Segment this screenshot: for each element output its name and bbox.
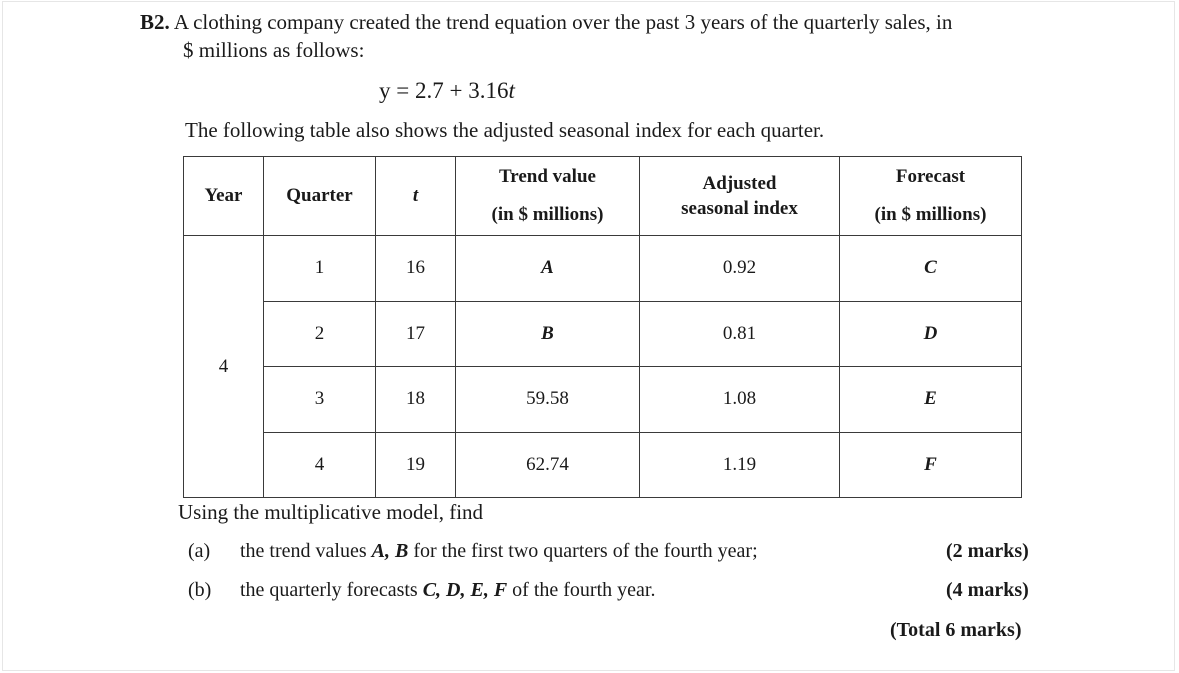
header-trend-top: Trend value — [499, 166, 596, 187]
index-cell: 1.08 — [640, 367, 840, 433]
equation-var: t — [508, 78, 515, 103]
year-cell: 4 — [184, 236, 264, 498]
total-marks: (Total 6 marks) — [890, 619, 1022, 641]
part-a-pre: the trend values — [240, 540, 372, 562]
question-text-1: A clothing company created the trend equation over the past 3 years of the quarterly sales, in — [173, 10, 953, 34]
trend-cell: A — [456, 236, 640, 302]
trend-cell: 59.58 — [456, 367, 640, 433]
trend-cell: 62.74 — [456, 432, 640, 498]
forecast-cell: C — [840, 236, 1022, 302]
table-header-row — [184, 157, 1022, 236]
question-line-1 — [140, 10, 952, 35]
t-cell: 17 — [376, 301, 456, 367]
t-cell: 18 — [376, 367, 456, 433]
part-a-label: (a) — [188, 540, 211, 562]
part-b-pre: the quarterly forecasts — [240, 579, 423, 601]
t-cell: 19 — [376, 432, 456, 498]
part-a-vars: A, B — [371, 540, 409, 562]
trend-cell: B — [456, 301, 640, 367]
header-adj-bottom: seasonal index — [681, 198, 798, 219]
table-row — [184, 236, 1022, 302]
header-adj-top: Adjusted — [702, 173, 777, 194]
quarter-cell: 4 — [264, 432, 376, 498]
table-row — [184, 301, 1022, 367]
header-quarter: Quarter — [264, 157, 376, 236]
part-a-marks: (2 marks) — [946, 540, 1029, 562]
header-forecast-top: Forecast — [895, 166, 966, 187]
forecast-cell: D — [840, 301, 1022, 367]
header-trend — [456, 157, 640, 236]
task-intro: Using the multiplicative model, find — [178, 500, 484, 524]
header-trend-bottom: (in $ millions) — [491, 204, 604, 225]
header-adjusted-index — [640, 157, 840, 236]
question-line-2: $ millions as follows: — [183, 38, 365, 62]
index-cell: 0.92 — [640, 236, 840, 302]
equation-rhs: = 2.7 + 3.16 — [390, 78, 509, 103]
t-cell: 16 — [376, 236, 456, 302]
header-forecast — [840, 157, 1022, 236]
part-b-post: of the fourth year. — [507, 579, 656, 601]
quarter-cell: 1 — [264, 236, 376, 302]
part-b-label: (b) — [188, 579, 212, 601]
forecast-cell: F — [840, 432, 1022, 498]
index-cell: 1.19 — [640, 432, 840, 498]
header-forecast-bottom: (in $ millions) — [874, 204, 987, 225]
trend-equation — [379, 78, 515, 104]
quarter-cell: 2 — [264, 301, 376, 367]
seasonal-index-table — [183, 156, 1022, 498]
part-b-marks: (4 marks) — [946, 579, 1029, 601]
part-b-vars: C, D, E, F — [422, 579, 508, 601]
forecast-cell: E — [840, 367, 1022, 433]
part-a-post: for the first two quarters of the fourth year; — [408, 540, 758, 562]
quarter-cell: 3 — [264, 367, 376, 433]
header-year: Year — [184, 157, 264, 236]
index-cell: 0.81 — [640, 301, 840, 367]
table-row — [184, 432, 1022, 498]
question-number: B2. — [140, 10, 170, 34]
header-t: t — [376, 157, 456, 236]
part-a-text — [240, 540, 758, 563]
table-intro: The following table also shows the adjusted seasonal index for each quarter. — [185, 118, 825, 142]
equation-lhs: y — [379, 78, 391, 103]
part-b-text — [240, 579, 655, 602]
table-row — [184, 367, 1022, 433]
